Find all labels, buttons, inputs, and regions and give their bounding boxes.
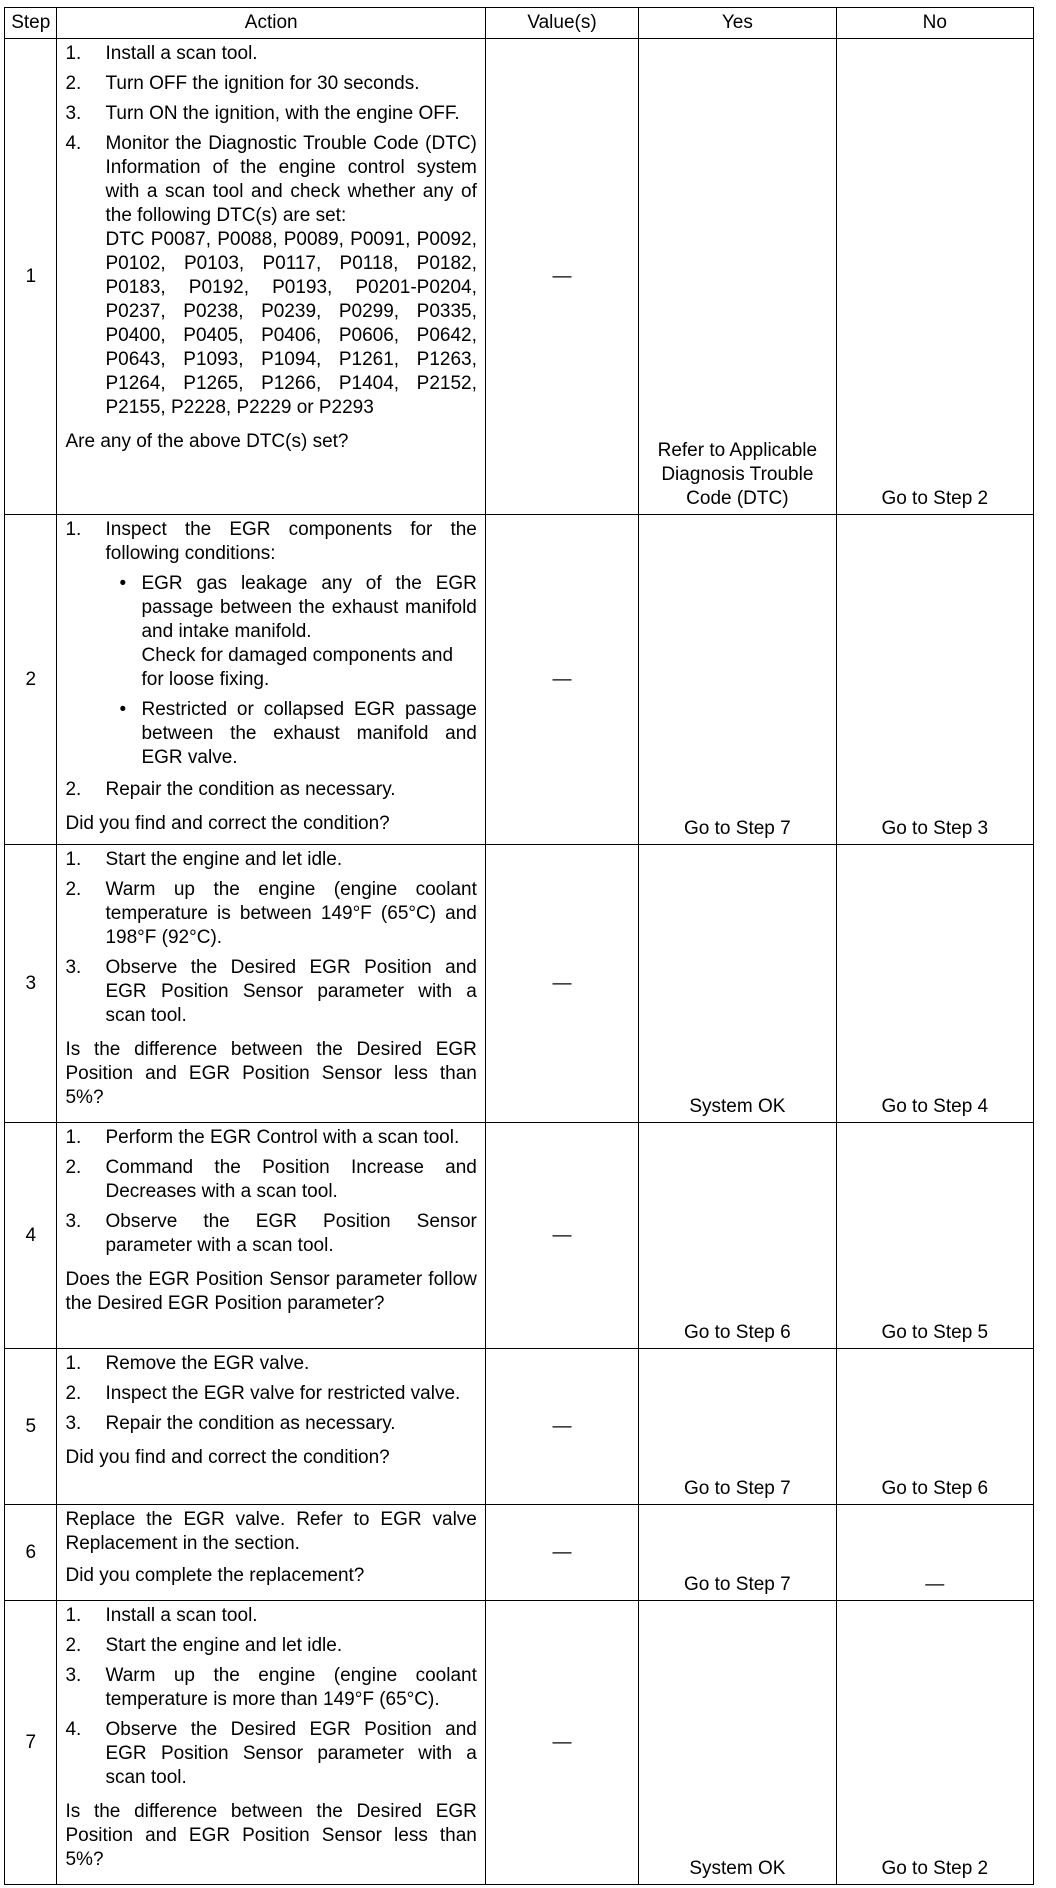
value-cell: — (485, 515, 638, 845)
bullet-symbol: • (119, 699, 127, 720)
item-number: 3. (65, 1665, 82, 1686)
list-item (65, 518, 476, 566)
item-number: 1. (65, 849, 82, 870)
header-step: Step (5, 8, 57, 39)
instruction-text: Replace the EGR valve. Refer to EGR valve Replacement in the section. (65, 1509, 477, 1554)
question-text: Is the difference between the Desired EGR Position and EGR Position Sensor less than 5%? (65, 1801, 477, 1870)
value-cell: — (485, 1123, 638, 1349)
header-no: No (836, 8, 1033, 39)
table-row (5, 1123, 1034, 1349)
list-item (65, 1634, 476, 1658)
list-item (65, 848, 476, 872)
item-text: Warm up the engine (engine coolant temperature is more than 149°F (65°C). (105, 1665, 477, 1710)
list-item (65, 72, 476, 96)
item-number: 1. (65, 1605, 82, 1626)
item-text: Observe the Desired EGR Position and EGR Position Sensor parameter with a scan tool. (105, 1719, 477, 1788)
yes-result: Go to Step 6 (639, 1123, 836, 1349)
item-text: Inspect the EGR valve for restricted valve. (105, 1383, 461, 1404)
item-text: Start the engine and let idle. (105, 1635, 343, 1656)
item-number: 4. (65, 1719, 82, 1740)
diagnostic-table (4, 7, 1034, 1885)
item-number: 2. (65, 1383, 82, 1404)
action-cell (57, 1601, 485, 1885)
question-text: Did you find and correct the condition? (65, 1447, 390, 1468)
item-text: Monitor the Diagnostic Trouble Code (DTC) Information of the engine control system with a scan tool and check whether any of the following DTC(s) are set: (105, 133, 477, 226)
bullet-text: EGR gas leakage any of the EGR passage between the exhaust manifold and intake manifold. (141, 573, 477, 642)
item-text-block (105, 132, 476, 420)
value-cell: — (485, 1505, 638, 1601)
question-text: Are any of the above DTC(s) set? (65, 431, 349, 452)
action-cell (57, 845, 485, 1123)
list-item (65, 102, 476, 126)
list-item (65, 778, 476, 802)
yes-result: Go to Step 7 (639, 1349, 836, 1505)
list-item (65, 1156, 476, 1204)
item-text: Observe the Desired EGR Position and EGR Position Sensor parameter with a scan tool. (105, 957, 477, 1026)
list-item (65, 132, 476, 420)
yes-result: Go to Step 7 (639, 515, 836, 845)
no-result: Go to Step 3 (836, 515, 1033, 845)
bullet-item (119, 698, 476, 770)
step-number: 4 (5, 1123, 57, 1349)
item-number: 3. (65, 957, 82, 978)
item-number: 1. (65, 43, 82, 64)
item-number: 1. (65, 519, 82, 540)
list-item (65, 1604, 476, 1628)
question-text: Does the EGR Position Sensor parameter follow the Desired EGR Position parameter? (65, 1269, 477, 1314)
item-text: Start the engine and let idle. (105, 849, 343, 870)
list-item (65, 878, 476, 950)
list-item (65, 1352, 476, 1376)
step-number: 2 (5, 515, 57, 845)
list-item (65, 1718, 476, 1790)
no-result: — (836, 1505, 1033, 1601)
bullet-symbol: • (119, 573, 127, 594)
item-number: 3. (65, 1211, 82, 1232)
item-text: Warm up the engine (engine coolant temperature is between 149°F (65°C) and 198°F (92°C). (105, 879, 477, 948)
yes-result: Refer to Applicable Diagnosis Trouble Code (DTC) (639, 39, 836, 515)
bullet-extra-text: Check for damaged components and for loose fixing. (141, 645, 454, 690)
item-text: Command the Position Increase and Decreases with a scan tool. (105, 1157, 477, 1202)
step-number: 7 (5, 1601, 57, 1885)
table-row (5, 1601, 1034, 1885)
step-number: 3 (5, 845, 57, 1123)
item-number: 1. (65, 1127, 82, 1148)
step-number: 1 (5, 39, 57, 515)
item-text: Inspect the EGR components for the following conditions: (105, 519, 477, 564)
item-number: 2. (65, 73, 82, 94)
list-item (65, 1382, 476, 1406)
item-number: 2. (65, 1157, 82, 1178)
action-cell (57, 515, 485, 845)
item-number: 2. (65, 1635, 82, 1656)
action-cell (57, 1123, 485, 1349)
table-row (5, 515, 1034, 845)
list-item (65, 1210, 476, 1258)
header-action: Action (57, 8, 485, 39)
item-text: Repair the condition as necessary. (105, 1413, 396, 1434)
step-number: 5 (5, 1349, 57, 1505)
value-cell: — (485, 1349, 638, 1505)
question-text: Did you find and correct the condition? (65, 813, 390, 834)
table-row (5, 1349, 1034, 1505)
table-row (5, 39, 1034, 515)
table-row (5, 1505, 1034, 1601)
item-number: 3. (65, 103, 82, 124)
action-cell (57, 1505, 485, 1601)
action-cell (57, 1349, 485, 1505)
bullet-text-block (141, 572, 476, 692)
list-item (65, 1126, 476, 1150)
item-text: Repair the condition as necessary. (105, 779, 396, 800)
dtc-code-list: DTC P0087, P0088, P0089, P0091, P0092, P0102, P0103, P0117, P0118, P0182, P0183, P0192, P0193, P0201-P0204, P0237, P0238, P0239, P0299, P0335, P0400, P0405, P0406, P0606, P0642, P0643, P1093, P1094, P1261, P1263, P1264, P1265, P1266, P1404, P2152, P2155, P2228, P2229 or P2293 (105, 229, 477, 418)
item-text: Install a scan tool. (105, 1605, 258, 1626)
list-item (65, 1412, 476, 1436)
no-result: Go to Step 5 (836, 1123, 1033, 1349)
item-number: 2. (65, 879, 82, 900)
table-header-row (5, 8, 1034, 39)
yes-result: System OK (639, 845, 836, 1123)
question-text: Did you complete the replacement? (65, 1565, 365, 1586)
item-number: 3. (65, 1413, 82, 1434)
item-text: Perform the EGR Control with a scan tool. (105, 1127, 460, 1148)
value-cell: — (485, 1601, 638, 1885)
no-result: Go to Step 2 (836, 1601, 1033, 1885)
list-item (65, 1664, 476, 1712)
yes-result: System OK (639, 1601, 836, 1885)
no-result: Go to Step 6 (836, 1349, 1033, 1505)
yes-result: Go to Step 7 (639, 1505, 836, 1601)
no-result: Go to Step 4 (836, 845, 1033, 1123)
header-values: Value(s) (485, 8, 638, 39)
value-cell: — (485, 39, 638, 515)
item-number: 1. (65, 1353, 82, 1374)
bullet-item (119, 572, 476, 692)
no-result: Go to Step 2 (836, 39, 1033, 515)
table-row (5, 845, 1034, 1123)
item-number: 2. (65, 779, 82, 800)
item-text: Turn OFF the ignition for 30 seconds. (105, 73, 420, 94)
header-yes: Yes (639, 8, 836, 39)
value-cell: — (485, 845, 638, 1123)
question-text: Is the difference between the Desired EGR Position and EGR Position Sensor less than 5%? (65, 1039, 477, 1108)
list-item (65, 42, 476, 66)
item-number: 4. (65, 133, 82, 154)
item-text: Install a scan tool. (105, 43, 258, 64)
item-text: Turn ON the ignition, with the engine OFF. (105, 103, 460, 124)
step-number: 6 (5, 1505, 57, 1601)
list-item (65, 956, 476, 1028)
bullet-text: Restricted or collapsed EGR passage between the exhaust manifold and EGR valve. (141, 699, 477, 768)
action-cell (57, 39, 485, 515)
item-text: Observe the EGR Position Sensor parameter with a scan tool. (105, 1211, 477, 1256)
item-text: Remove the EGR valve. (105, 1353, 310, 1374)
